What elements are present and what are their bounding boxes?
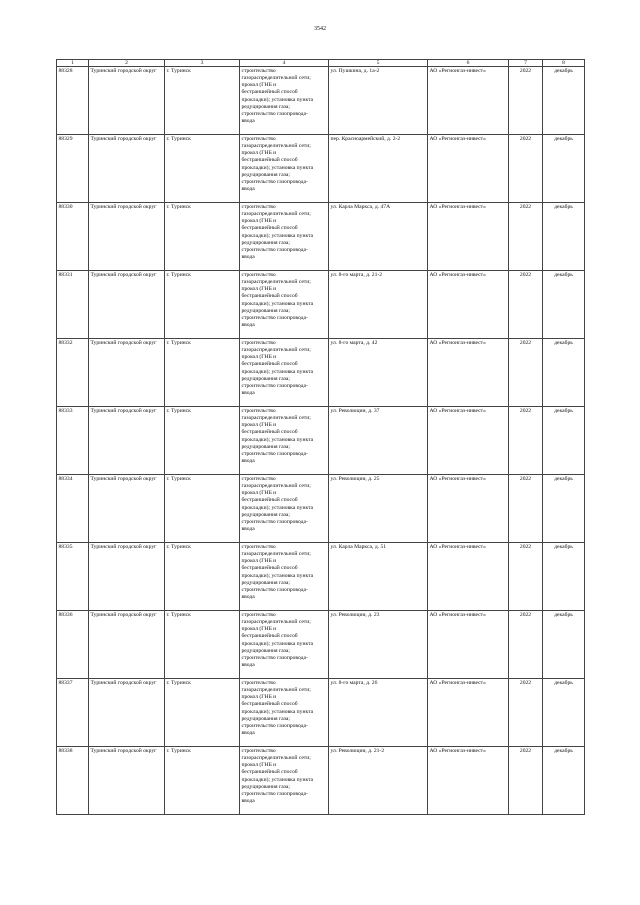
contractor: АО «Регионгаз-инвест» xyxy=(428,407,509,475)
locality: г. Туринск xyxy=(165,203,240,271)
work-line: газораспределительной сети; xyxy=(241,754,311,761)
work-line: строительство газопровода- xyxy=(241,179,308,186)
work-line: строительство газопровода- xyxy=(241,791,308,798)
work-line: прокладки); установка пункта xyxy=(241,232,314,239)
work-line: прокладки); установка пункта xyxy=(241,164,314,171)
contractor: АО «Регионгаз-инвест» xyxy=(428,679,509,747)
district: Туринский городской округ xyxy=(89,747,165,815)
address: ул. Карла Маркса, д. 47А xyxy=(329,203,428,271)
row-id: 88335 xyxy=(57,543,89,611)
work-line: ввода xyxy=(241,118,255,125)
work-line: бестраншейный способ xyxy=(241,497,298,504)
year: 2022 xyxy=(509,271,543,339)
work-line: строительство xyxy=(241,475,276,482)
row-id: 88329 xyxy=(57,135,89,203)
work-line: прокладки); установка пункта xyxy=(241,640,314,647)
locality: г. Туринск xyxy=(165,407,240,475)
work-line: бестраншейный способ xyxy=(241,361,298,368)
contractor: АО «Регионгаз-инвест» xyxy=(428,271,509,339)
work-line: строительство газопровода- xyxy=(241,315,308,322)
address: ул. Пушкина, д. 1а-2 xyxy=(329,67,428,135)
work-line: ввода xyxy=(241,458,255,465)
month: декабрь xyxy=(543,67,585,135)
year: 2022 xyxy=(509,611,543,679)
work-line: прокол (ГНБ и xyxy=(241,558,277,565)
work-line: ввода xyxy=(241,662,255,669)
work-line: строительство газопровода- xyxy=(241,383,308,390)
district: Туринский городской округ xyxy=(89,611,165,679)
table-row xyxy=(57,271,585,339)
page-number: 3542 xyxy=(314,26,326,32)
row-id: 88338 xyxy=(57,747,89,815)
column-number: 8 xyxy=(543,60,585,67)
district: Туринский городской округ xyxy=(89,67,165,135)
table-row xyxy=(57,67,585,135)
work-line: прокол (ГНБ и xyxy=(241,626,277,633)
work-line: редуцирования газа; xyxy=(241,579,290,586)
work-line: строительство газопровода- xyxy=(241,519,308,526)
work-line: строительство xyxy=(241,679,276,686)
contractor: АО «Регионгаз-инвест» xyxy=(428,543,509,611)
work-line: строительство газопровода- xyxy=(241,587,308,594)
work-line: строительство газопровода- xyxy=(241,655,308,662)
column-number: 7 xyxy=(509,60,543,67)
column-number: 1 xyxy=(57,60,89,67)
work-line: прокол (ГНБ и xyxy=(241,490,277,497)
work-line: прокладки); установка пункта xyxy=(241,368,314,375)
table-row xyxy=(57,679,585,747)
work-line: бестраншейный способ xyxy=(241,293,298,300)
month: декабрь xyxy=(543,135,585,203)
contractor: АО «Регионгаз-инвест» xyxy=(428,135,509,203)
column-number: 4 xyxy=(240,60,329,67)
work-line: прокол (ГНБ и xyxy=(241,82,277,89)
work-line: газораспределительной сети; xyxy=(241,278,311,285)
locality: г. Туринск xyxy=(165,747,240,815)
work-line: бестраншейный способ xyxy=(241,157,298,164)
address: ул. Революции, д. 37 xyxy=(329,407,428,475)
month: декабрь xyxy=(543,407,585,475)
work-line: прокол (ГНБ и xyxy=(241,354,277,361)
contractor: АО «Регионгаз-инвест» xyxy=(428,747,509,815)
work-line: прокладки); установка пункта xyxy=(241,708,314,715)
address: ул. 8-го марта, д. 42 xyxy=(329,339,428,407)
work-line: газораспределительной сети; xyxy=(241,74,311,81)
locality: г. Туринск xyxy=(165,679,240,747)
work-line: ввода xyxy=(241,390,255,397)
row-id: 88336 xyxy=(57,611,89,679)
address: пер. Красноармейский, д. 2-2 xyxy=(329,135,428,203)
work-line: строительство газопровода- xyxy=(241,723,308,730)
work-line: редуцирования газа; xyxy=(241,375,290,382)
work-line: строительство xyxy=(241,203,276,210)
work-line: прокладки); установка пункта xyxy=(241,776,314,783)
work-line: ввода xyxy=(241,254,255,261)
work-line: редуцирования газа; xyxy=(241,307,290,314)
address: ул. 8-го марта, д. 26 xyxy=(329,679,428,747)
work-line: прокол (ГНБ и xyxy=(241,694,277,701)
locality: г. Туринск xyxy=(165,611,240,679)
work-line: ввода xyxy=(241,730,255,737)
contractor: АО «Регионгаз-инвест» xyxy=(428,339,509,407)
row-id: 88332 xyxy=(57,339,89,407)
work-line: прокол (ГНБ и xyxy=(241,218,277,225)
work-line: редуцирования газа; xyxy=(241,511,290,518)
work-line: редуцирования газа; xyxy=(241,171,290,178)
work-line: прокол (ГНБ и xyxy=(241,762,277,769)
work-line: газораспределительной сети; xyxy=(241,618,311,625)
year: 2022 xyxy=(509,475,543,543)
work-line: бестраншейный способ xyxy=(241,89,298,96)
work-line: строительство xyxy=(241,271,276,278)
work-line: ввода xyxy=(241,186,255,193)
month: декабрь xyxy=(543,203,585,271)
year: 2022 xyxy=(509,407,543,475)
year: 2022 xyxy=(509,747,543,815)
table-body xyxy=(57,67,585,815)
district: Туринский городской округ xyxy=(89,271,165,339)
work-line: строительство газопровода- xyxy=(241,451,308,458)
work-line: ввода xyxy=(241,526,255,533)
work-line: прокладки); установка пункта xyxy=(241,572,314,579)
object-table xyxy=(56,59,585,815)
address: ул. Революции, д. 23 xyxy=(329,611,428,679)
district: Туринский городской округ xyxy=(89,339,165,407)
work-line: редуцирования газа; xyxy=(241,103,290,110)
work-line: редуцирования газа; xyxy=(241,647,290,654)
district: Туринский городской округ xyxy=(89,135,165,203)
district: Туринский городской округ xyxy=(89,407,165,475)
table-row xyxy=(57,543,585,611)
work-line: прокол (ГНБ и xyxy=(241,286,277,293)
work-description xyxy=(240,407,329,475)
locality: г. Туринск xyxy=(165,135,240,203)
year: 2022 xyxy=(509,135,543,203)
work-line: строительство xyxy=(241,543,276,550)
work-line: ввода xyxy=(241,594,255,601)
work-line: бестраншейный способ xyxy=(241,769,298,776)
work-line: газораспределительной сети; xyxy=(241,482,311,489)
work-description xyxy=(240,67,329,135)
work-description xyxy=(240,543,329,611)
work-line: прокладки); установка пункта xyxy=(241,96,314,103)
work-line: строительство газопровода- xyxy=(241,247,308,254)
locality: г. Туринск xyxy=(165,475,240,543)
table-row xyxy=(57,611,585,679)
work-line: редуцирования газа; xyxy=(241,715,290,722)
work-line: прокладки); установка пункта xyxy=(241,436,314,443)
work-line: строительство xyxy=(241,67,276,74)
contractor: АО «Регионгаз-инвест» xyxy=(428,611,509,679)
work-description xyxy=(240,339,329,407)
month: декабрь xyxy=(543,475,585,543)
month: декабрь xyxy=(543,271,585,339)
address: ул. Карла Маркса, д. 51 xyxy=(329,543,428,611)
year: 2022 xyxy=(509,543,543,611)
table-row xyxy=(57,135,585,203)
work-line: строительство газопровода- xyxy=(241,111,308,118)
work-description xyxy=(240,611,329,679)
row-id: 88337 xyxy=(57,679,89,747)
district: Туринский городской округ xyxy=(89,475,165,543)
work-line: бестраншейный способ xyxy=(241,565,298,572)
table-row xyxy=(57,747,585,815)
month: декабрь xyxy=(543,679,585,747)
column-number: 5 xyxy=(329,60,428,67)
work-description xyxy=(240,271,329,339)
work-line: бестраншейный способ xyxy=(241,701,298,708)
contractor: АО «Регионгаз-инвест» xyxy=(428,203,509,271)
work-line: бестраншейный способ xyxy=(241,225,298,232)
work-line: газораспределительной сети; xyxy=(241,550,311,557)
column-number: 2 xyxy=(89,60,165,67)
year: 2022 xyxy=(509,679,543,747)
address: ул. 8-го марта, д. 21-2 xyxy=(329,271,428,339)
work-description xyxy=(240,679,329,747)
work-line: редуцирования газа; xyxy=(241,239,290,246)
row-id: 88334 xyxy=(57,475,89,543)
work-line: прокол (ГНБ и xyxy=(241,422,277,429)
work-description xyxy=(240,203,329,271)
work-line: газораспределительной сети; xyxy=(241,414,311,421)
column-number: 6 xyxy=(428,60,509,67)
work-line: строительство xyxy=(241,407,276,414)
work-line: прокол (ГНБ и xyxy=(241,150,277,157)
district: Туринский городской округ xyxy=(89,679,165,747)
work-line: редуцирования газа; xyxy=(241,443,290,450)
work-line: газораспределительной сети; xyxy=(241,142,311,149)
row-id: 88333 xyxy=(57,407,89,475)
contractor: АО «Регионгаз-инвест» xyxy=(428,67,509,135)
locality: г. Туринск xyxy=(165,67,240,135)
contractor: АО «Регионгаз-инвест» xyxy=(428,475,509,543)
work-line: ввода xyxy=(241,798,255,805)
work-description xyxy=(240,135,329,203)
district: Туринский городской округ xyxy=(89,203,165,271)
work-line: строительство xyxy=(241,339,276,346)
work-description xyxy=(240,475,329,543)
locality: г. Туринск xyxy=(165,543,240,611)
work-line: редуцирования газа; xyxy=(241,783,290,790)
year: 2022 xyxy=(509,203,543,271)
address: ул. Революции, д. 21-2 xyxy=(329,747,428,815)
work-line: строительство xyxy=(241,747,276,754)
work-line: газораспределительной сети; xyxy=(241,346,311,353)
work-description xyxy=(240,747,329,815)
work-line: бестраншейный способ xyxy=(241,429,298,436)
month: декабрь xyxy=(543,339,585,407)
row-id: 88331 xyxy=(57,271,89,339)
table-row xyxy=(57,339,585,407)
work-line: ввода xyxy=(241,322,255,329)
work-line: прокладки); установка пункта xyxy=(241,300,314,307)
column-numbers-row xyxy=(57,60,585,67)
work-line: газораспределительной сети; xyxy=(241,686,311,693)
month: декабрь xyxy=(543,543,585,611)
year: 2022 xyxy=(509,67,543,135)
locality: г. Туринск xyxy=(165,271,240,339)
row-id: 88330 xyxy=(57,203,89,271)
column-number: 3 xyxy=(165,60,240,67)
year: 2022 xyxy=(509,339,543,407)
month: декабрь xyxy=(543,747,585,815)
locality: г. Туринск xyxy=(165,339,240,407)
address: ул. Революции, д. 25 xyxy=(329,475,428,543)
table-row xyxy=(57,407,585,475)
table-row xyxy=(57,203,585,271)
work-line: газораспределительной сети; xyxy=(241,210,311,217)
work-line: строительство xyxy=(241,135,276,142)
work-line: строительство xyxy=(241,611,276,618)
district: Туринский городской округ xyxy=(89,543,165,611)
work-line: бестраншейный способ xyxy=(241,633,298,640)
month: декабрь xyxy=(543,611,585,679)
table-row xyxy=(57,475,585,543)
row-id: 88328 xyxy=(57,67,89,135)
work-line: прокладки); установка пункта xyxy=(241,504,314,511)
